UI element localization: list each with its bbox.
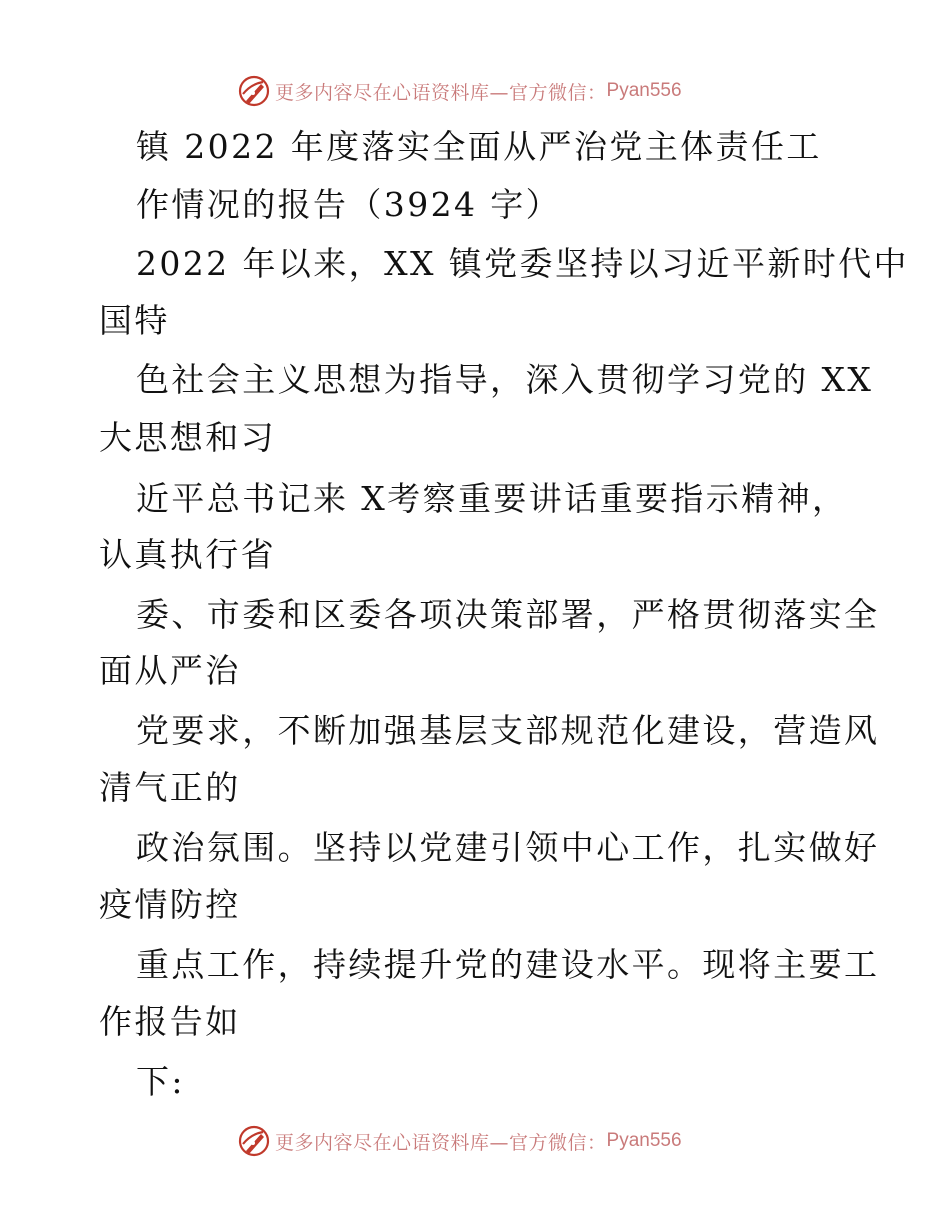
watermark-wechat-id: Pyan556 — [606, 1130, 682, 1151]
text-line: 色社会主义思想为指导，深入贯彻学习党的 XX — [136, 360, 874, 399]
title-line: 作情况的报告（3924 字） — [136, 185, 562, 224]
text-line: 政治氛围。坚持以党建引领中心工作，扎实做好 — [136, 828, 880, 867]
text-line: 大思想和习 — [99, 418, 276, 457]
text-line: 党要求，不断加强基层支部规范化建设，营造风 — [136, 711, 880, 750]
watermark-header — [237, 73, 682, 109]
text-line: 委、市委和区委各项决策部署，严格贯彻落实全 — [136, 595, 880, 634]
watermark-wechat-id: Pyan556 — [606, 80, 682, 101]
text-line: 疫情防控 — [99, 885, 241, 924]
text-line: 清气正的 — [99, 768, 241, 807]
text-line: 2022 年以来，XX 镇党委坚持以习近平新时代中 — [136, 244, 909, 283]
watermark-footer — [237, 1123, 682, 1159]
watermark-text: 更多内容尽在心语资料库—官方微信： — [275, 81, 607, 104]
title-line: 镇 2022 年度落实全面从严治党主体责任工 — [136, 127, 822, 166]
text-line: 近平总书记来 X考察重要讲话重要指示精神， — [136, 479, 848, 518]
text-line: 国特 — [99, 301, 170, 340]
text-line: 下: — [136, 1062, 185, 1101]
text-line: 作报告如 — [99, 1002, 241, 1041]
watermark-text: 更多内容尽在心语资料库—官方微信： — [275, 1131, 607, 1154]
pen-logo-icon — [237, 1124, 271, 1158]
text-line: 重点工作，持续提升党的建设水平。现将主要工 — [136, 945, 880, 984]
text-line: 面从严治 — [99, 651, 241, 690]
pen-logo-icon — [237, 74, 271, 108]
text-line: 认真执行省 — [99, 535, 276, 574]
